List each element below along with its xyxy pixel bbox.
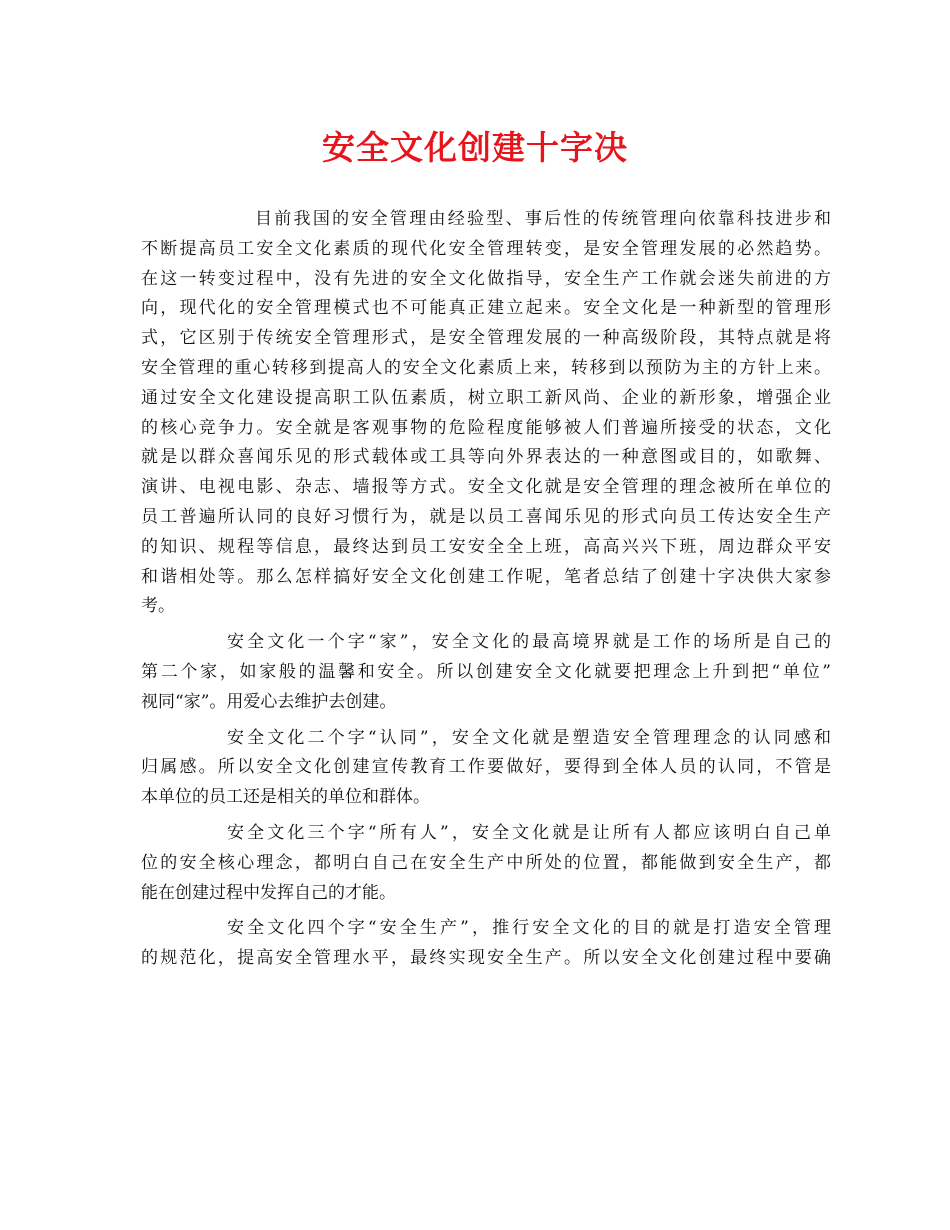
text-line: 式，它区别于传统安全管理形式，是安全管理发展的一种高级阶段，其特点就是将 [141,328,831,349]
text-line: 员工普遍所认同的良好习惯行为，就是以员工喜闻乐见的形式向员工传达安全生产 [141,506,831,527]
text-line: 位的安全核心理念，都明白自己在安全生产中所处的位置，都能做到安全生产，都 [141,852,831,873]
text-line: 能在创建过程中发挥自己的才能。 [141,882,396,903]
text-line: 目前我国的安全管理由经验型、事后性的传统管理向依靠科技进步和 [255,209,831,229]
document-body [141,205,831,974]
text-line: 考。 [141,596,175,617]
text-line: 第二个家，如家般的温馨和安全。所以创建安全文化就要把理念上升到把“单位” [141,661,831,682]
paragraph-one-character [141,628,831,717]
text-line: 安全文化一个字“家”，安全文化的最高境界就是工作的场所是自己的 [227,632,831,653]
text-line: 安全管理的重心转移到提高人的安全文化素质上来，转移到以预防为主的方针上来。 [141,357,831,378]
text-line: 的规范化，提高安全管理水平，最终实现安全生产。所以安全文化创建过程中要确 [141,948,831,969]
paragraph-three-characters [141,819,831,908]
text-line: 就是以群众喜闻乐见的形式载体或工具等向外界表达的一种意图或目的，如歌舞、 [141,447,831,468]
paragraph-four-characters [141,914,831,974]
text-line: 向，现代化的安全管理模式也不可能真正建立起来。安全文化是一种新型的管理形 [141,298,831,319]
text-line: 归属感。所以安全文化创建宣传教育工作要做好，要得到全体人员的认同，不管是 [141,757,831,778]
text-line: 安全文化二个字“认同”，安全文化就是塑造安全管理理念的认同感和 [227,727,831,748]
text-line: 通过安全文化建设提高职工队伍素质，树立职工新风尚、企业的新形象，增强企业 [141,387,831,408]
text-line: 安全文化四个字“安全生产”，推行安全文化的目的就是打造安全管理 [227,918,831,939]
text-line: 的知识、规程等信息，最终达到员工安安全全上班，高高兴兴下班，周边群众平安 [141,536,831,557]
text-line: 本单位的员工还是相关的单位和群体。 [141,787,430,808]
text-line: 和谐相处等。那么怎样搞好安全文化创建工作呢，笔者总结了创建十字决供大家参 [141,566,831,587]
paragraph-two-characters [141,724,831,813]
text-line: 在这一转变过程中，没有先进的安全文化做指导，安全生产工作就会迷失前进的方 [141,268,831,289]
paragraph-intro [141,205,831,622]
page-title: 安全文化创建十字决 [322,128,628,167]
text-line: 的核心竞争力。安全就是客观事物的危险程度能够被人们普遍所接受的状态，文化 [141,417,831,438]
text-line: 不断提高员工安全文化素质的现代化安全管理转变，是安全管理发展的必然趋势。 [141,238,831,259]
text-line: 安全文化三个字“所有人”，安全文化就是让所有人都应该明白自己单 [227,822,831,843]
text-line: 视同“家”。用爱心去维护去创建。 [141,691,397,712]
text-line: 演讲、电视电影、杂志、墙报等方式。安全文化就是安全管理的理念被所在单位的 [141,477,831,498]
